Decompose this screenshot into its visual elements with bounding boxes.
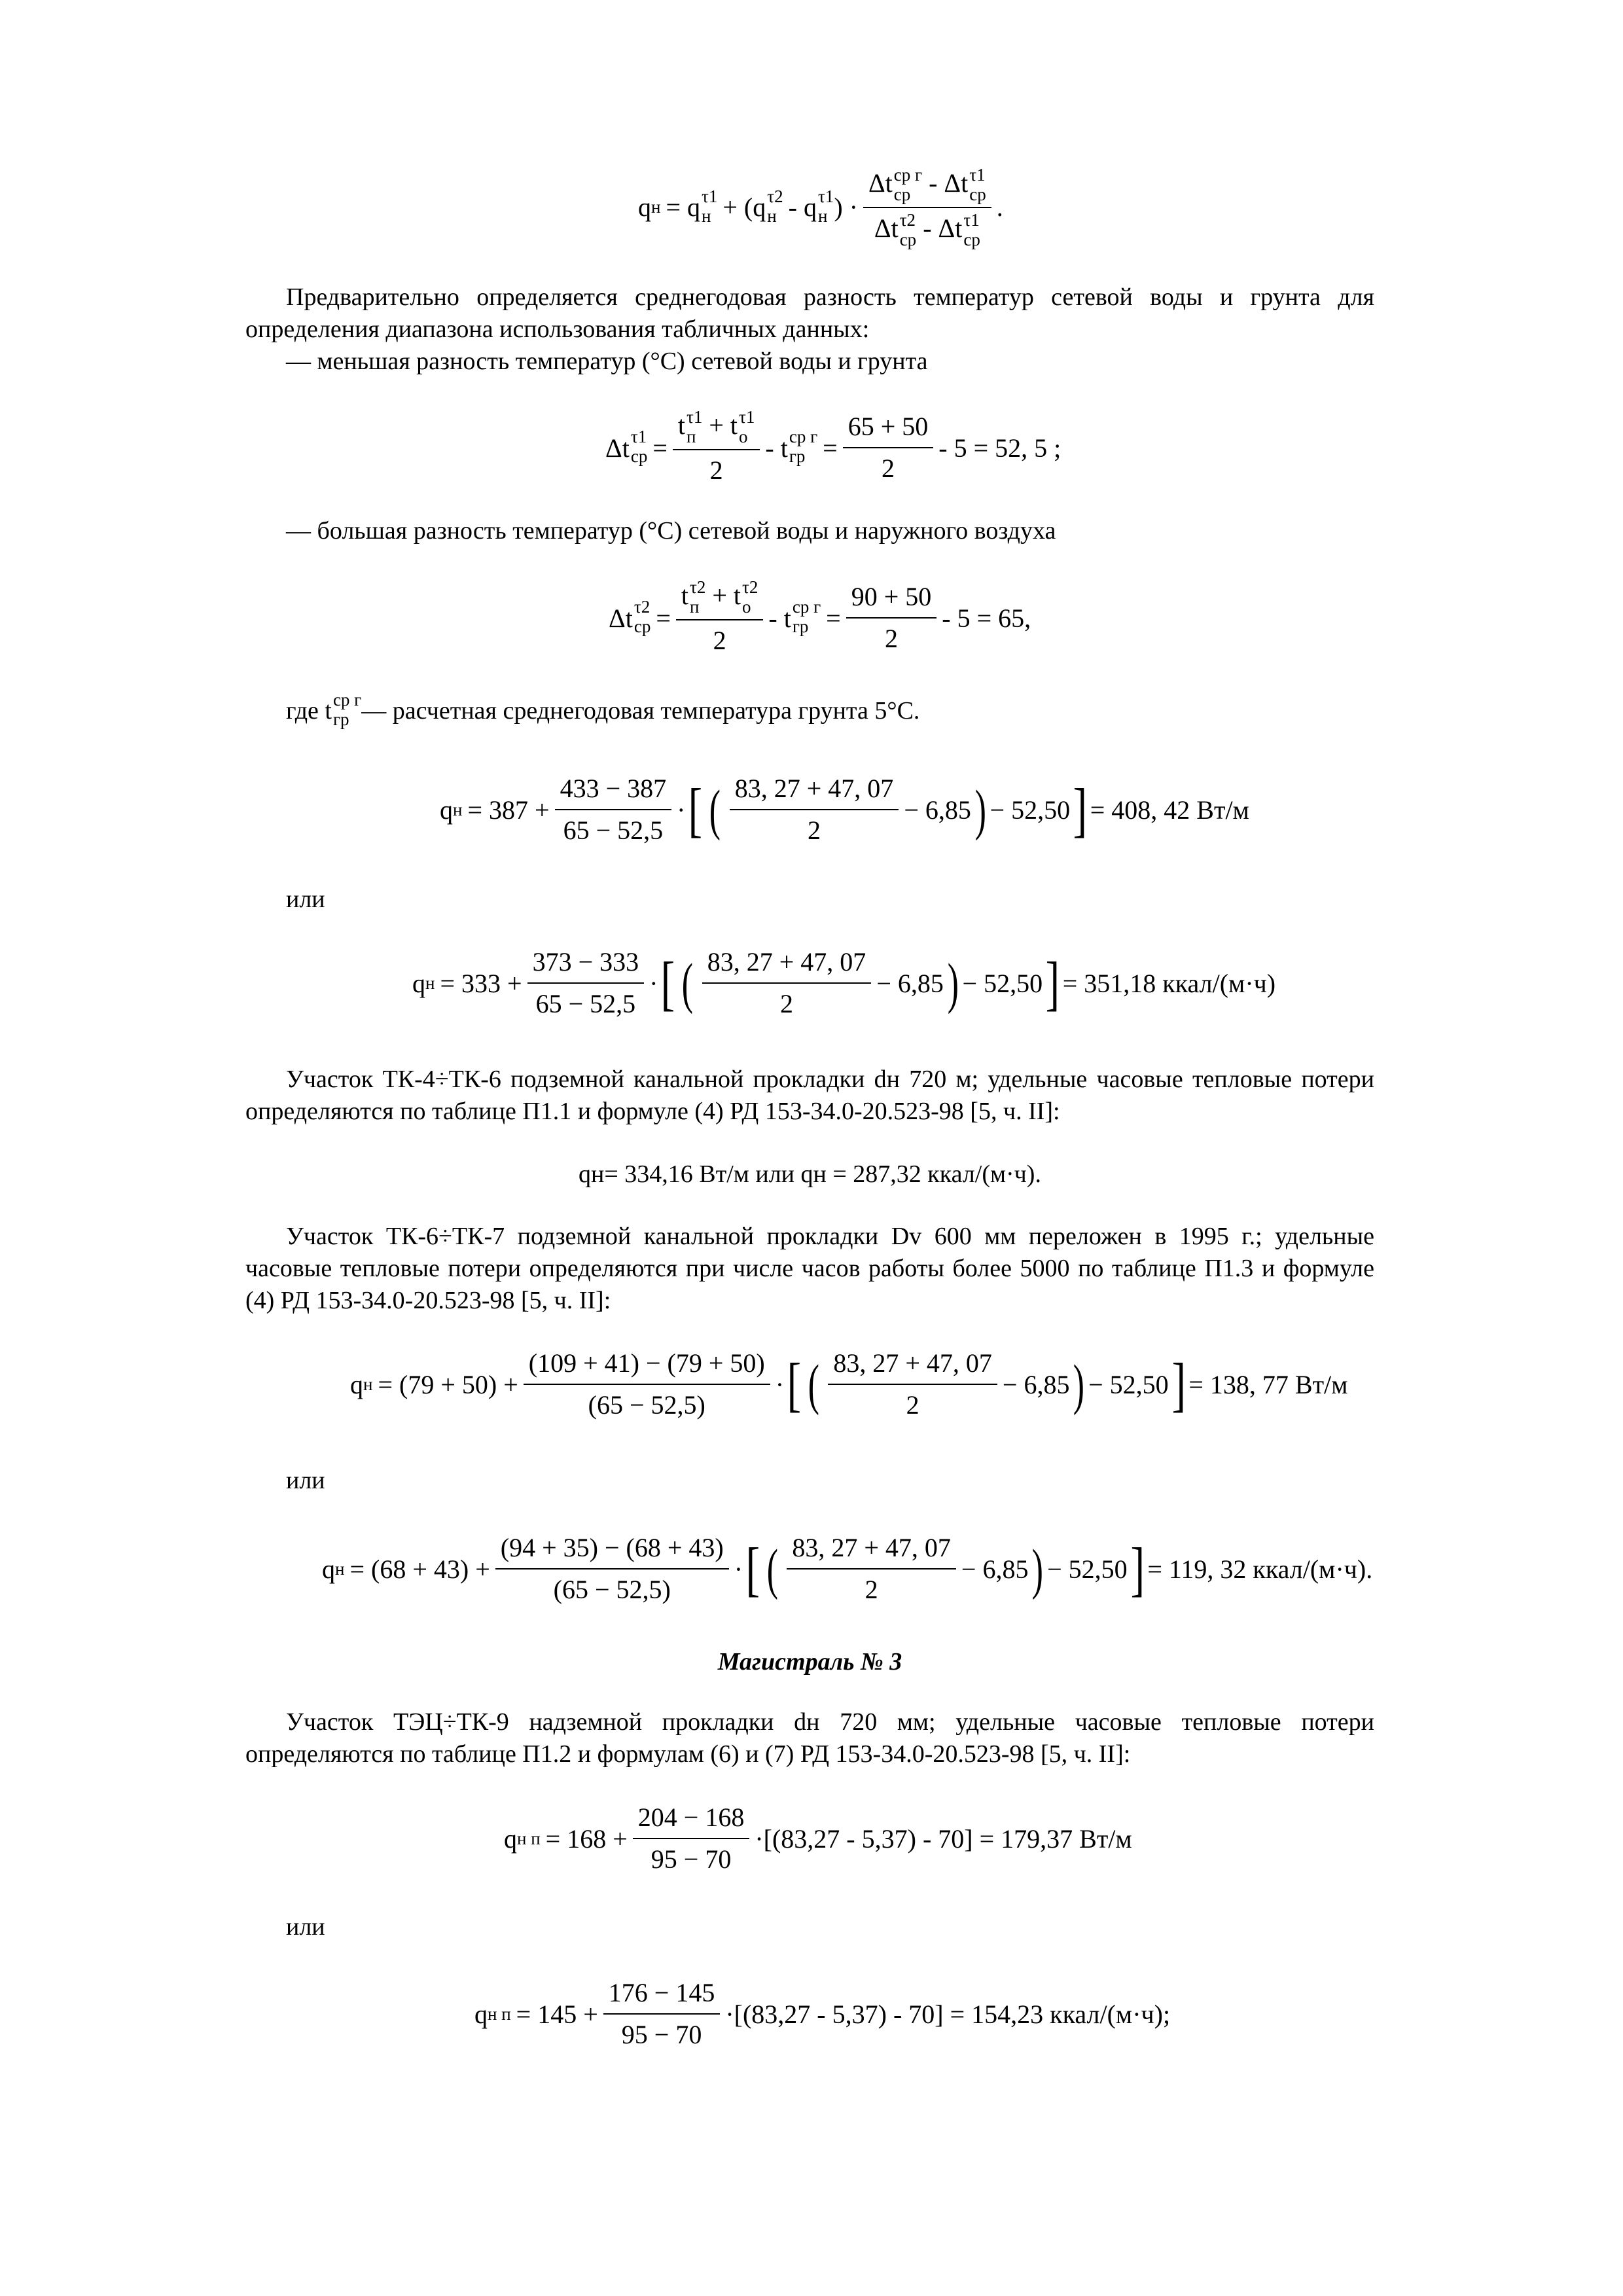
section-heading-magistral-3: Магистраль № 3	[717, 1648, 902, 1676]
word-ili-1: или	[286, 886, 325, 913]
formula-delta-t2: Δt τ2 ср = t τ2 п + t τ2 о 2 - t ср г гр = $\frac{90 + 50}{2}$ - 5 = 65,	[609, 577, 1031, 655]
word-ili-3: или	[286, 1913, 325, 1941]
paragraph-intro: Предварительно определяется среднегодовая разность температур сетевой воды и грунта для определения диапазона использования табличных данных:	[245, 283, 1374, 343]
formula-qnp-w: q н п = 168 + $\frac{204 - 168}{95 - 70}$ ·[(83,27 - 5,37) - 70] = 179,37 Вт/м	[504, 1803, 1132, 1874]
paragraph-section-tec-tk9: Участок ТЭЦ÷ТК-9 надземной прокладки dн 720 мм; удельные часовые тепловые потери определяются по таблице П1.2 и формулам (6) и (7) РД 153-34.0-20.523-98 [5, ч. II]:	[245, 1708, 1374, 1768]
formula-delta-t1: Δt τ1 ср = t τ1 п + t τ1 о 2 - t ср г гр = $\frac{65 + 50}{2}$ - 5 = 52, 5 ;	[605, 406, 1061, 485]
formula-qn-tk6-w: q н = (79 + 50) + $\frac{(109 + 41) - (79 + 50)}{(65 - 52,5)}$ · [ ( $\frac{83, 27 + 47, 07}{2}$ − 6,85 ) − 52,50 ] = 138, 77 Вт/м	[350, 1348, 1348, 1420]
word-ili-2: или	[286, 1467, 325, 1494]
formula-qn-kcal: q н = 333 + $\frac{373 - 333}{65 - 52,5}$ · [ ( $\frac{83, 27 + 47, 07}{2}$ − 6,85 ) − 52,50 ] = 351,18 ккал/(м·ч)	[412, 947, 1276, 1018]
paragraph-section-tk6-tk7: Участок ТК-6÷ТК-7 подземной канальной прокладки Dv 600 мм переложен в 1995 г.; удельные часовые тепловые потери определяются при числе часов работы более 5000 по таблице П1.3 и формуле (4) РД 153-34.0-20.523-98 [5, ч. II]:	[245, 1223, 1374, 1314]
formula-interpolation: q н = q τ1 н + (q τ2 н - q τ1 н ) · Δt ср г ср - Δt τ1 ср Δt τ2 ср - Δt τ1 ср .	[638, 164, 1003, 249]
line-ground-temperature: где t ср г гр — расчетная среднегодовая температура грунта 5°С.	[286, 690, 920, 729]
line-smaller-difference: — меньшая разность температур (°С) сетевой воды и грунта	[286, 348, 928, 375]
result-tk4-tk6: qн= 334,16 Вт/м или qн = 287,32 ккал/(м·ч).	[579, 1160, 1041, 1188]
formula-qnp-kcal: q н п = 145 + $\frac{176 - 145}{95 - 70}$ ·[(83,27 - 5,37) - 70] = 154,23 ккал/(м·ч);	[474, 1978, 1171, 2049]
paragraph-section-tk4-tk6: Участок ТК-4÷ТК-6 подземной канальной прокладки dн 720 м; удельные часовые тепловые потери определяются по таблице П1.1 и формуле (4) РД 153-34.0-20.523-98 [5, ч. II]:	[245, 1066, 1374, 1125]
formula-qn-w: q н = 387 + $\frac{433 - 387}{65 - 52,5}$ · [ ( $\frac{83, 27 + 47, 07}{2}$ − 6,85 ) − 52,50 ] = 408, 42 Вт/м	[440, 774, 1249, 845]
formula-qn-tk6-kcal: q н = (68 + 43) + $\frac{(94 + 35) - (68 + 43)}{(65 - 52,5)}$ · [ ( $\frac{83, 27 + 47, 07}{2}$ − 6,85 ) − 52,50 ] = 119, 32 ккал/(м·ч).	[322, 1533, 1373, 1604]
line-larger-difference: — большая разность температур (°С) сетевой воды и наружного воздуха	[286, 517, 1056, 545]
